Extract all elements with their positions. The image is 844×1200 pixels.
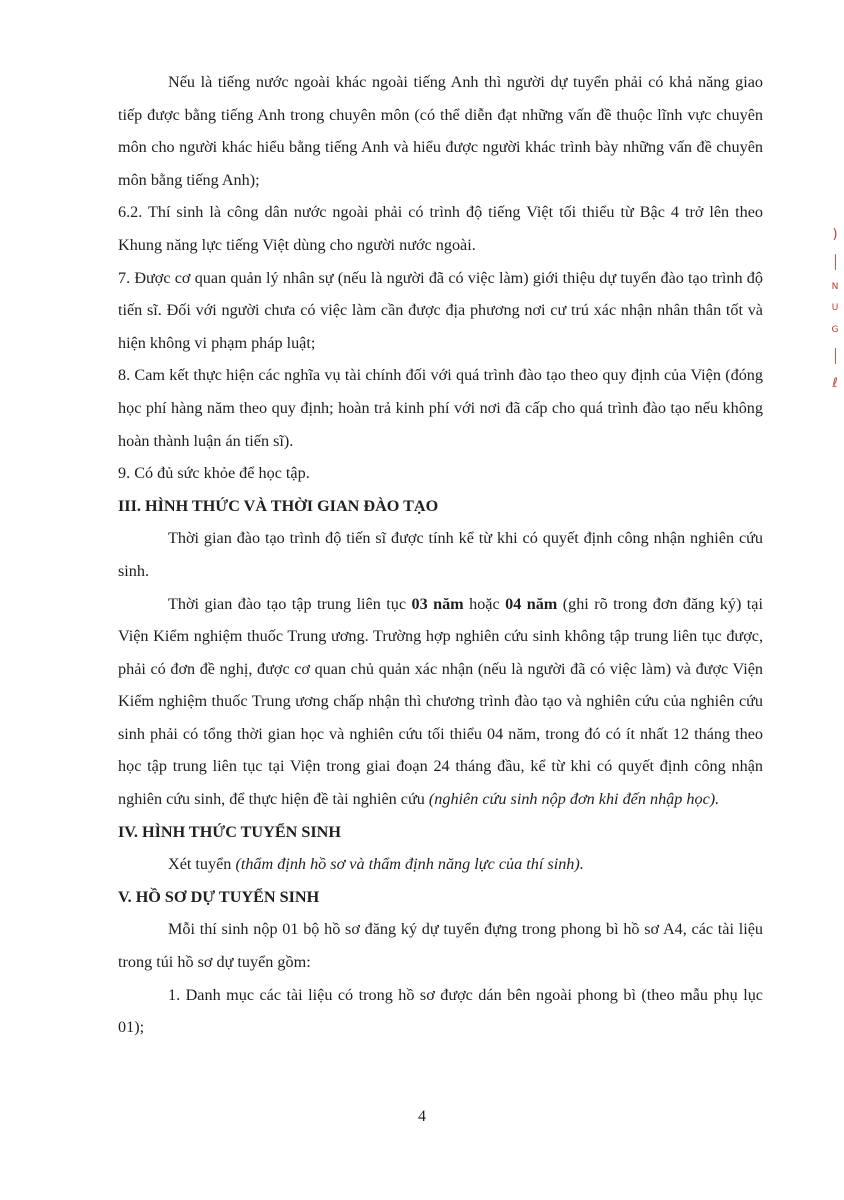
stamp-bar	[835, 254, 836, 270]
text-run: (ghi rõ trong đơn đăng ký) tại Viện Kiểm nghiệm thuốc Trung ương. Trường hợp nghiên cứu sinh không tập trung liên tục được, phải có đơn đề nghị, được cơ quan chủ quản xác nhận (nếu là người đã có việc làm) và được Viện Kiểm nghiệm thuốc Trung ương chấp nhận thì chương trình đào tạo và nghiên cứu của nghiên cứu sinh phải có tổng thời gian học và nghiên cứu tối thiểu 04 năm, trong đó có ít nhất 12 tháng theo học tập trung liên tục tại Viện trong giai đoạn 24 tháng đầu, kể từ khi có quyết định công nhận nghiên cứu sinh, để thực hiện đề tài nghiên cứu	[118, 594, 763, 809]
text-run: hoặc	[463, 594, 506, 613]
stamp-letter: G	[831, 325, 839, 336]
italic-note: (thẩm định hồ sơ và thẩm định năng lực của thí sinh).	[235, 855, 584, 874]
section-4-paragraph-1	[118, 848, 763, 881]
stamp-letter: U	[831, 303, 839, 314]
stamp-bar	[835, 348, 836, 364]
text-run: Xét tuyển	[168, 855, 236, 874]
stamp-arc-top: )	[832, 227, 838, 242]
section-5-paragraph-2: 1. Danh mục các tài liệu có trong hồ sơ được dán bên ngoài phong bì (theo mẫu phụ lục 01);	[118, 985, 763, 1037]
paragraph-6-2: 6.2. Thí sinh là công dân nước ngoài phải có trình độ tiếng Việt tối thiểu từ Bậc 4 trở lên theo Khung năng lực tiếng Việt dùng cho người nước ngoài.	[118, 203, 763, 254]
red-stamp-edge	[826, 228, 844, 390]
paragraph-7: 7. Được cơ quan quản lý nhân sự (nếu là người đã có việc làm) giới thiệu dự tuyển đào tạo trình độ tiến sĩ. Đối với người chưa có việc làm cần được địa phương nơi cư trú xác nhận nhân thân tốt và hiện không vi phạm pháp luật;	[118, 268, 763, 352]
section-3-paragraph-1: Thời gian đào tạo trình độ tiến sĩ được tính kể từ khi có quyết định công nhận nghiên cứu sinh.	[118, 529, 763, 580]
section-5-heading: V. HỒ SƠ DỰ TUYỂN SINH	[118, 887, 320, 906]
stamp-letter: N	[831, 281, 839, 292]
paragraph-8: 8. Cam kết thực hiện các nghĩa vụ tài chính đối với quá trình đào tạo theo quy định của Viện (đóng học phí hàng năm theo quy định; hoàn trả kinh phí với nơi đã cấp cho quá trình đào tạo nếu không hoàn thành luận án tiến sĩ).	[118, 366, 763, 450]
italic-note: (nghiên cứu sinh nộp đơn khi đến nhập học).	[428, 790, 720, 809]
section-3-heading: III. HÌNH THỨC VÀ THỜI GIAN ĐÀO TẠO	[118, 496, 439, 515]
page-number: 4	[418, 1108, 426, 1125]
section-3-paragraph-2	[118, 588, 763, 816]
page-body	[118, 66, 763, 1044]
paragraph-foreign-language: Nếu là tiếng nước ngoài khác ngoài tiếng Anh thì người dự tuyển phải có khả năng giao tiếp được bằng tiếng Anh trong chuyên môn (có thể diễn đạt những vấn đề thuộc lĩnh vực chuyên môn cho người khác hiểu bằng tiếng Anh và hiểu được người khác trình bày những vấn đề chuyên môn bằng tiếng Anh);	[118, 73, 763, 189]
paragraph-9: 9. Có đủ sức khỏe để học tập.	[118, 464, 310, 483]
bold-duration-3-years: 03 năm	[411, 594, 464, 613]
text-run: Thời gian đào tạo tập trung liên tục	[168, 594, 412, 613]
stamp-arc-bottom: ℓ	[832, 375, 838, 391]
section-5-paragraph-1: Mỗi thí sinh nộp 01 bộ hồ sơ đăng ký dự tuyển đựng trong phong bì hồ sơ A4, các tài liệu trong túi hồ sơ dự tuyển gồm:	[118, 920, 763, 972]
section-4-heading: IV. HÌNH THỨC TUYỂN SINH	[118, 822, 341, 841]
bold-duration-4-years: 04 năm	[505, 594, 558, 613]
